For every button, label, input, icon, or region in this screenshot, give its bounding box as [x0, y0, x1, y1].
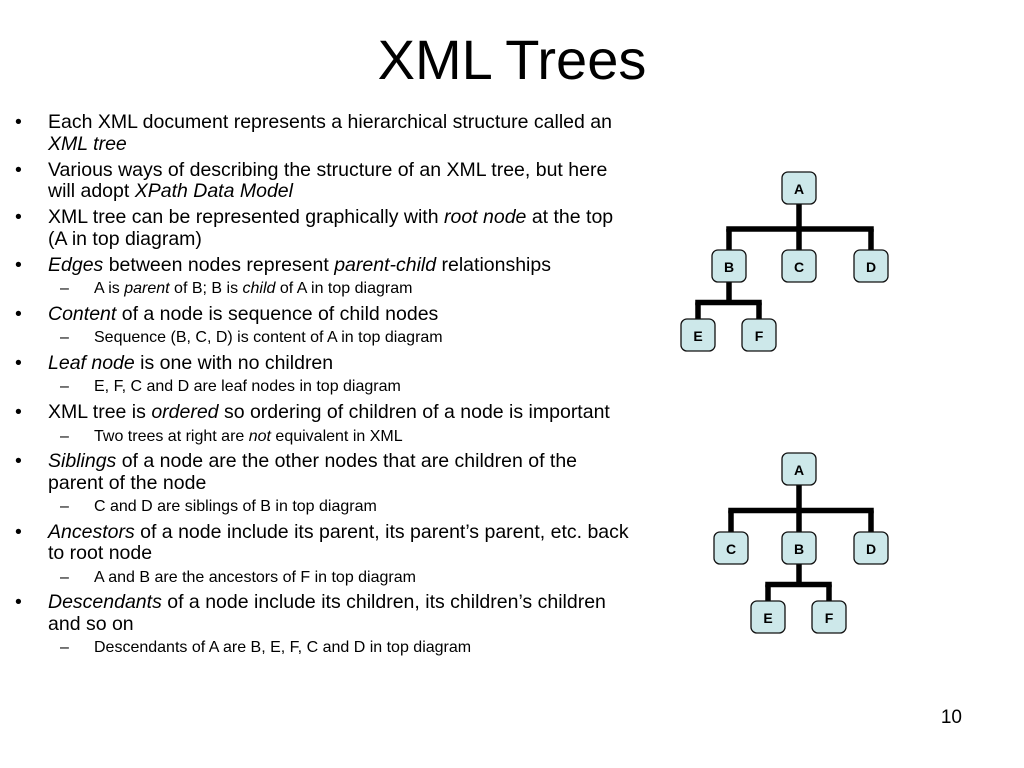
bullet-text: XML tree is — [48, 401, 152, 424]
tree-node-d — [854, 250, 888, 282]
node-label: D — [865, 541, 877, 557]
page-number: 10 — [940, 707, 962, 728]
tree-node-b — [782, 532, 816, 564]
bullet-marker: • — [15, 351, 22, 374]
tree-node-f — [742, 319, 776, 351]
tree-node-e — [751, 601, 785, 633]
emphasized-term: XPath Data Model — [134, 180, 293, 203]
bullet-marker: • — [15, 253, 22, 276]
bullet-text: E, F, C and D are leaf nodes in top diagram — [94, 378, 401, 396]
tree-top — [681, 172, 888, 351]
tree-node-c — [714, 532, 748, 564]
dash-marker: – — [60, 568, 69, 586]
node-label: A — [793, 462, 805, 478]
node-label: B — [723, 259, 735, 275]
node-label: A — [793, 181, 805, 197]
node-label: F — [754, 328, 764, 344]
bullet-text: of A in top diagram — [275, 280, 413, 298]
bullet-marker: • — [15, 520, 22, 543]
emphasized-term: ordered — [151, 401, 219, 424]
bullet-marker: • — [15, 206, 22, 229]
node-label: C — [725, 541, 737, 557]
bullet-text: Various ways of describing the structure of an XML tree, but here will adopt — [48, 158, 608, 203]
tree-node-f — [812, 601, 846, 633]
bullet-text: of a node include its children, its children’s children and so on — [48, 591, 606, 635]
emphasized-term: parent-child — [334, 253, 437, 276]
bullet-text: of B; B is — [169, 280, 243, 298]
emphasized-term: parent — [124, 280, 170, 298]
bullet-text: at the top (A in top diagram) — [48, 206, 614, 250]
bullet-text: of a node include its parent, its parent’s parent, etc. back to root node — [48, 520, 629, 565]
bullet-text: C and D are siblings of B in top diagram — [94, 498, 377, 516]
emphasized-term: root node — [444, 206, 527, 229]
bullet-text: A and B are the ancestors of F in top diagram — [94, 568, 416, 586]
emphasized-term: Ancestors — [48, 520, 135, 543]
tree-node-a — [782, 172, 816, 204]
bullet-marker: • — [15, 450, 22, 473]
tree-node-d — [854, 532, 888, 564]
emphasized-term: Content — [48, 302, 117, 325]
bullet-marker: • — [15, 302, 22, 325]
node-label: F — [824, 610, 834, 626]
bullet-text: of a node are the other nodes that are children of the parent of the node — [48, 450, 578, 494]
emphasized-term: Edges — [48, 253, 104, 276]
tree-node-c — [782, 250, 816, 282]
tree-bottom — [714, 453, 888, 633]
bullet-text: A is — [94, 280, 125, 298]
node-label: D — [865, 259, 877, 275]
bullet-text: is one with no children — [134, 351, 334, 374]
node-label: C — [793, 259, 805, 275]
slide-title: XML Trees — [377, 28, 647, 91]
dash-marker: – — [60, 639, 69, 657]
bullet-marker: • — [15, 591, 22, 614]
bullet-marker: • — [15, 158, 22, 181]
bullet-text: Descendants of A are B, E, F, C and D in top diagram — [94, 639, 472, 657]
bullet-text: equivalent in XML — [270, 427, 403, 445]
bullet-text: relationships — [436, 253, 551, 276]
dash-marker: – — [60, 378, 69, 396]
bullet-text: of a node is sequence of child nodes — [116, 302, 439, 325]
emphasized-term: XML tree — [48, 132, 127, 155]
bullet-text: Each XML document represents a hierarchical structure called an — [48, 111, 612, 133]
emphasized-term: Siblings — [48, 450, 117, 473]
emphasized-term: child — [242, 280, 276, 298]
dash-marker: – — [60, 280, 69, 298]
dash-marker: – — [60, 329, 69, 347]
dash-marker: – — [60, 498, 69, 516]
node-label: E — [763, 610, 773, 626]
emphasized-term: Leaf node — [48, 351, 135, 374]
bullet-text: Two trees at right are — [94, 427, 249, 445]
tree-node-a — [782, 453, 816, 485]
bullet-text: between nodes represent — [103, 253, 335, 276]
emphasized-term: Descendants — [48, 591, 162, 614]
emphasized-term: not — [248, 427, 271, 445]
dash-marker: – — [60, 427, 69, 445]
bullet-text: so ordering of children of a node is important — [218, 401, 610, 424]
node-label: B — [793, 541, 805, 557]
bullet-marker: • — [15, 111, 22, 133]
node-label: E — [693, 328, 703, 344]
tree-node-b — [712, 250, 746, 282]
tree-node-e — [681, 319, 715, 351]
bullet-text: XML tree can be represented graphically with — [48, 206, 444, 229]
bullet-text: Sequence (B, C, D) is content of A in top diagram — [94, 329, 443, 347]
bullet-marker: • — [15, 401, 22, 424]
